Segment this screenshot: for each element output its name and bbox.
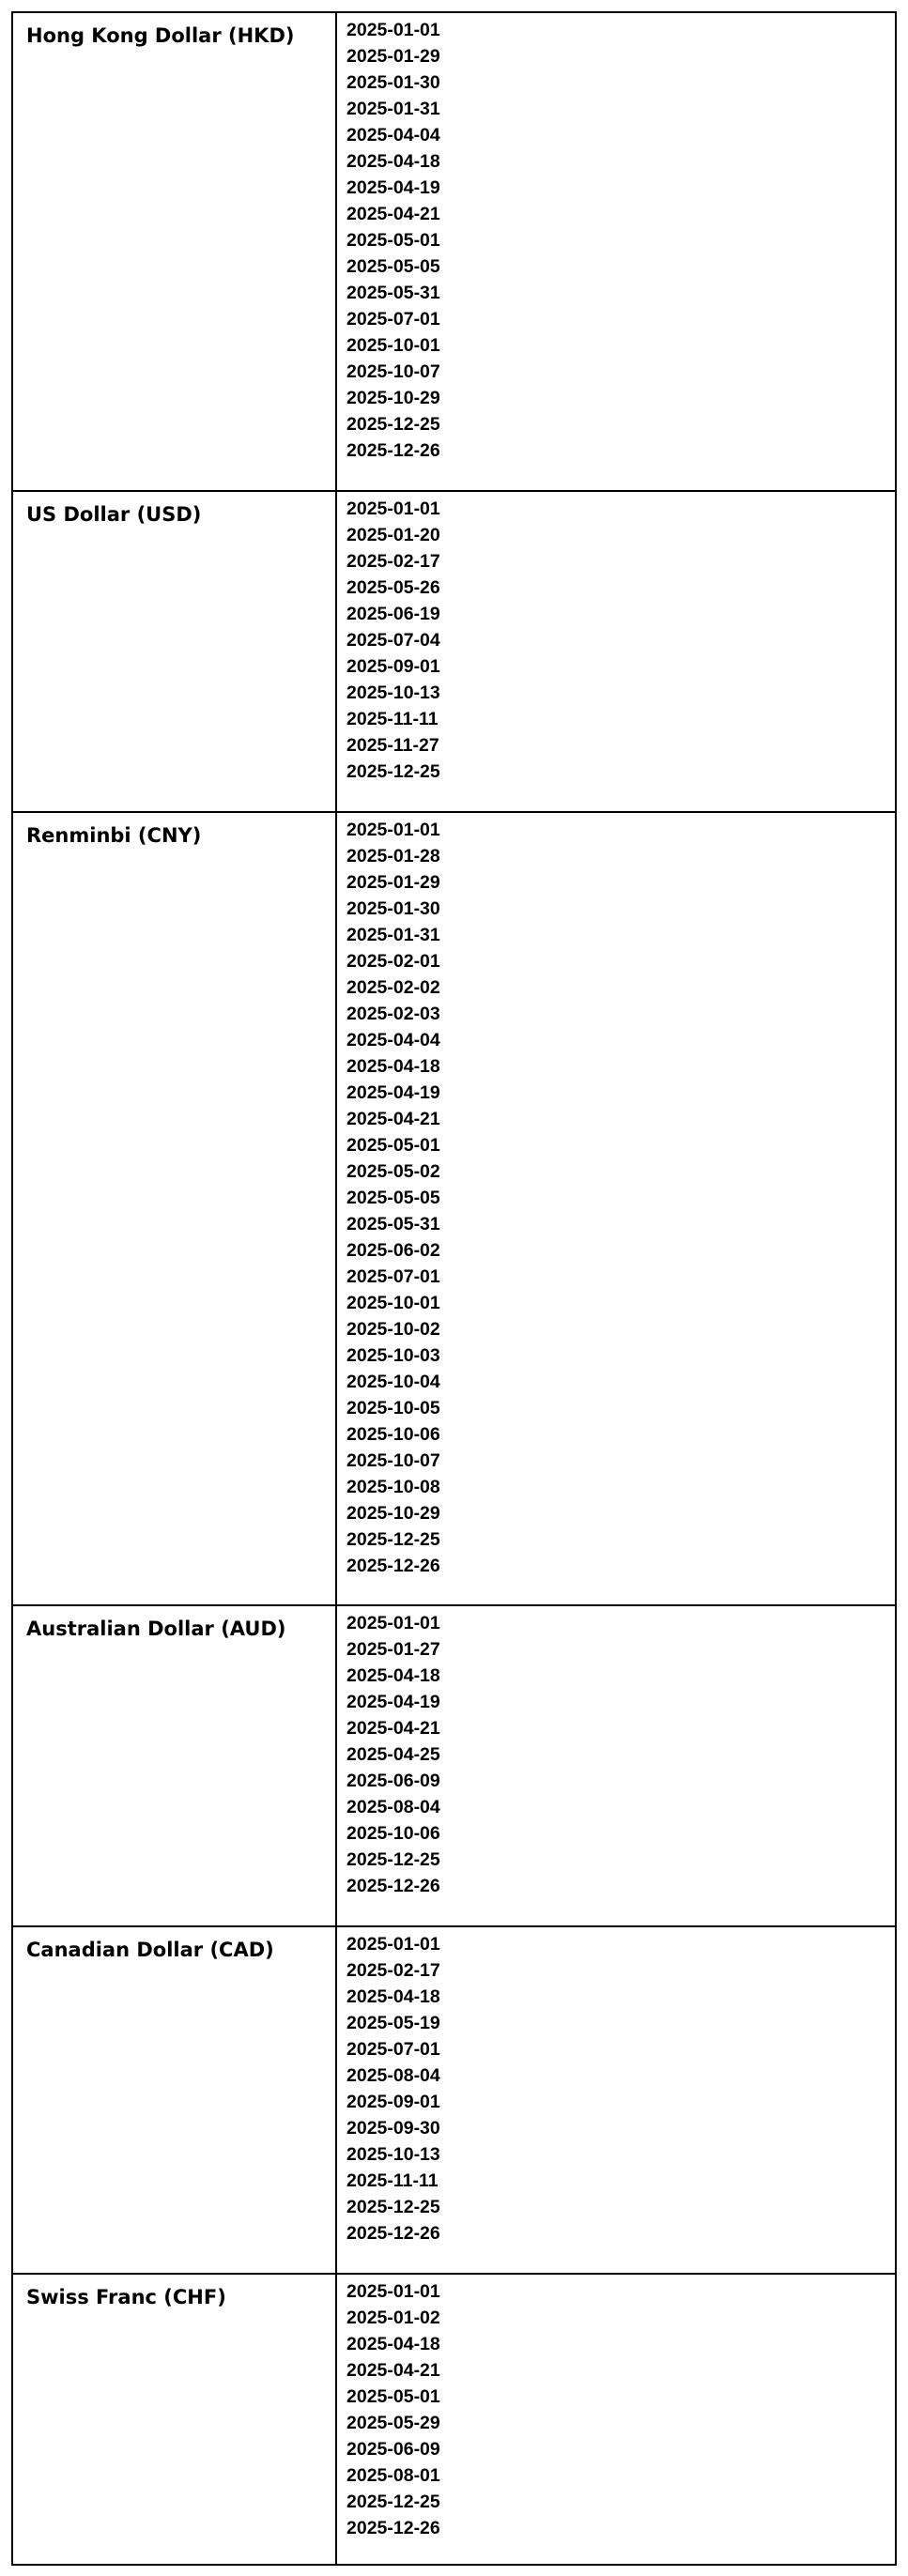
holiday-date: 2025-01-30	[346, 72, 440, 93]
holiday-date: 2025-04-18	[346, 1056, 440, 1077]
holiday-date: 2025-02-03	[346, 1004, 440, 1024]
holiday-date: 2025-12-25	[346, 1529, 440, 1550]
holiday-date: 2025-09-01	[346, 656, 440, 677]
table-row	[12, 1605, 896, 1926]
currency-cell: Hong Kong Dollar (HKD)	[12, 12, 336, 491]
table-row	[12, 2274, 896, 2565]
holiday-date: 2025-01-20	[346, 525, 440, 545]
holiday-date: 2025-05-01	[346, 1135, 440, 1156]
holiday-date: 2025-12-26	[346, 1556, 440, 1576]
holiday-date: 2025-01-01	[346, 20, 440, 40]
currency-cell: Australian Dollar (AUD)	[12, 1605, 336, 1926]
holiday-date: 2025-01-31	[346, 99, 440, 119]
holiday-date: 2025-01-01	[346, 498, 440, 519]
holiday-date: 2025-10-07	[346, 1450, 440, 1471]
holiday-date: 2025-04-18	[346, 2334, 440, 2354]
holiday-date: 2025-06-09	[346, 1771, 440, 1791]
holiday-date: 2025-01-01	[346, 2281, 440, 2302]
holiday-date: 2025-12-25	[346, 761, 440, 782]
holiday-date: 2025-10-29	[346, 388, 440, 408]
holiday-date: 2025-02-17	[346, 551, 440, 572]
dates-cell	[336, 1926, 896, 2274]
holiday-date: 2025-09-01	[346, 2092, 440, 2112]
holiday-date: 2025-01-27	[346, 1639, 440, 1660]
table-row	[12, 812, 896, 1605]
holiday-date: 2025-04-18	[346, 151, 440, 172]
holiday-date: 2025-06-19	[346, 604, 440, 624]
holiday-date: 2025-12-26	[346, 2223, 440, 2244]
currency-cell: Renminbi (CNY)	[12, 812, 336, 1605]
dates-cell	[336, 812, 896, 1605]
holiday-date: 2025-05-29	[346, 2413, 440, 2433]
holiday-date: 2025-05-01	[346, 2386, 440, 2407]
holiday-date: 2025-05-05	[346, 1188, 440, 1208]
holiday-date: 2025-10-01	[346, 335, 440, 356]
dates-cell	[336, 2274, 896, 2565]
holiday-date: 2025-07-01	[346, 1266, 440, 1287]
holiday-date: 2025-02-02	[346, 977, 440, 998]
table-row	[12, 1926, 896, 2274]
holiday-date: 2025-12-26	[346, 440, 440, 461]
holiday-date: 2025-10-06	[346, 1424, 440, 1445]
currency-cell: Canadian Dollar (CAD)	[12, 1926, 336, 2274]
holiday-date: 2025-04-19	[346, 1082, 440, 1103]
holiday-date: 2025-05-31	[346, 283, 440, 303]
holiday-date: 2025-04-21	[346, 204, 440, 224]
holiday-date: 2025-04-21	[346, 1109, 440, 1129]
holiday-date: 2025-10-05	[346, 1398, 440, 1418]
holiday-date: 2025-10-01	[346, 1293, 440, 1313]
holiday-date: 2025-02-17	[346, 1960, 440, 1981]
currency-cell: Swiss Franc (CHF)	[12, 2274, 336, 2565]
holiday-date: 2025-04-21	[346, 2360, 440, 2381]
holiday-date: 2025-07-01	[346, 2039, 440, 2060]
holiday-date: 2025-10-08	[346, 1477, 440, 1497]
holiday-date: 2025-05-02	[346, 1161, 440, 1182]
holiday-date: 2025-10-07	[346, 361, 440, 382]
holiday-date: 2025-12-25	[346, 2492, 440, 2512]
holiday-date: 2025-01-02	[346, 2308, 440, 2328]
holiday-date: 2025-10-29	[346, 1503, 440, 1524]
holiday-date: 2025-01-28	[346, 846, 440, 866]
holiday-date: 2025-04-04	[346, 125, 440, 146]
holiday-date: 2025-12-25	[346, 414, 440, 435]
holiday-date: 2025-08-01	[346, 2465, 440, 2486]
holiday-date: 2025-05-05	[346, 256, 440, 277]
holiday-date: 2025-10-02	[346, 1319, 440, 1340]
holiday-date: 2025-10-13	[346, 2144, 440, 2165]
currency-cell: US Dollar (USD)	[12, 491, 336, 812]
holiday-date: 2025-04-21	[346, 1718, 440, 1739]
dates-cell	[336, 1605, 896, 1926]
holiday-date: 2025-01-31	[346, 925, 440, 945]
holiday-date: 2025-10-04	[346, 1372, 440, 1392]
holiday-date: 2025-04-04	[346, 1030, 440, 1050]
holiday-date: 2025-05-19	[346, 2013, 440, 2033]
holiday-date: 2025-04-25	[346, 1744, 440, 1765]
holiday-date: 2025-07-04	[346, 630, 440, 651]
holiday-date: 2025-04-18	[346, 1665, 440, 1686]
holiday-table	[11, 11, 897, 2566]
table-row	[12, 491, 896, 812]
holiday-date: 2025-01-01	[346, 1613, 440, 1633]
holiday-date: 2025-08-04	[346, 2065, 440, 2086]
holiday-date: 2025-07-01	[346, 309, 440, 330]
holiday-date: 2025-09-30	[346, 2118, 440, 2139]
holiday-date: 2025-11-27	[346, 735, 439, 756]
holiday-date: 2025-01-01	[346, 1934, 440, 1955]
holiday-date: 2025-12-26	[346, 2518, 440, 2538]
holiday-date: 2025-12-25	[346, 1849, 440, 1870]
holiday-date: 2025-05-31	[346, 1214, 440, 1234]
holiday-date: 2025-11-11	[346, 2170, 439, 2191]
holiday-date: 2025-04-19	[346, 177, 440, 198]
holiday-date: 2025-02-01	[346, 951, 440, 972]
holiday-date: 2025-06-09	[346, 2439, 440, 2460]
holiday-date: 2025-10-06	[346, 1823, 440, 1844]
table-body	[12, 12, 896, 2565]
holiday-date: 2025-05-26	[346, 577, 440, 598]
holiday-date: 2025-06-02	[346, 1240, 440, 1261]
holiday-date: 2025-05-01	[346, 230, 440, 251]
table-row	[12, 12, 896, 491]
dates-cell	[336, 12, 896, 491]
holiday-date: 2025-01-29	[346, 46, 440, 67]
holiday-date: 2025-01-30	[346, 898, 440, 919]
holiday-date: 2025-10-13	[346, 682, 440, 703]
holiday-date: 2025-08-04	[346, 1797, 440, 1817]
holiday-date: 2025-10-03	[346, 1345, 440, 1366]
holiday-date: 2025-11-11	[346, 709, 439, 729]
holiday-date: 2025-01-29	[346, 872, 440, 893]
holiday-date: 2025-12-26	[346, 1876, 440, 1896]
holiday-date: 2025-04-19	[346, 1692, 440, 1712]
holiday-date: 2025-12-25	[346, 2197, 440, 2217]
holiday-date: 2025-04-18	[346, 1986, 440, 2007]
holiday-date: 2025-01-01	[346, 820, 440, 840]
dates-cell	[336, 491, 896, 812]
